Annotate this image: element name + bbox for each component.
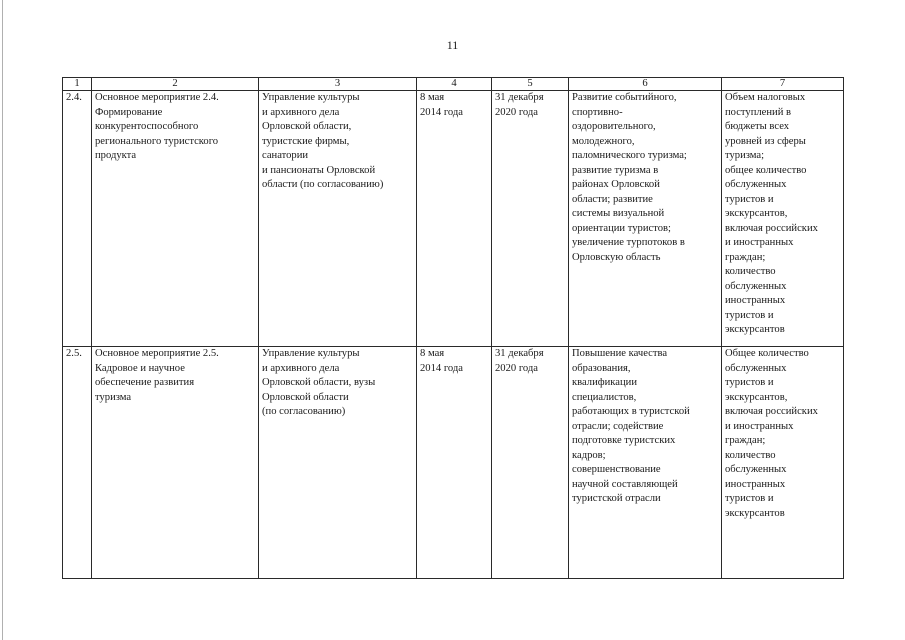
result-cell: Развитие событийного, спортивно- оздоровительного, молодежного, паломнического туризма; развитие туризма в районах Орловской области; развитие системы визуальной ориентации туристов; увеличение турпотоков в Орловскую область — [569, 91, 722, 347]
column-header: 5 — [492, 78, 569, 91]
table-row — [63, 91, 844, 347]
page-number: 11 — [446, 38, 459, 52]
activity-cell: Основное мероприятие 2.4. Формирование конкурентоспособного регионального туристского продукта — [92, 91, 259, 347]
indicators-cell: Объем налоговых поступлений в бюджеты всех уровней из сферы туризма; общее количество обслуженных туристов и экскурсантов, включая российских и иностранных граждан; количество обслуженных иностранных туристов и экскурсантов — [722, 91, 844, 347]
column-number-row — [63, 78, 844, 91]
end-date-cell: 31 декабря 2020 года — [492, 91, 569, 347]
scan-edge-line — [2, 0, 3, 640]
table-row — [63, 347, 844, 579]
column-header: 3 — [259, 78, 417, 91]
indicators-cell: Общее количество обслуженных туристов и экскурсантов, включая российских и иностранных граждан; количество обслуженных иностранных туристов и экскурсантов — [722, 347, 844, 579]
start-date-cell: 8 мая 2014 года — [417, 91, 492, 347]
start-date-cell: 8 мая 2014 года — [417, 347, 492, 579]
executor-cell: Управление культуры и архивного дела Орловской области, вузы Орловской области (по согласованию) — [259, 347, 417, 579]
activity-cell: Основное мероприятие 2.5. Кадровое и научное обеспечение развития туризма — [92, 347, 259, 579]
activities-table — [62, 77, 844, 579]
column-header: 1 — [63, 78, 92, 91]
row-number: 2.5. — [63, 347, 92, 579]
end-date-cell: 31 декабря 2020 года — [492, 347, 569, 579]
result-cell: Повышение качества образования, квалификации специалистов, работающих в туристской отрасли; содействие подготовке туристских кадров; совершенствование научной составляющей туристской отрасли — [569, 347, 722, 579]
column-header: 6 — [569, 78, 722, 91]
executor-cell: Управление культуры и архивного дела Орловской области, туристские фирмы, санатории и пансионаты Орловской области (по согласованию) — [259, 91, 417, 347]
row-number: 2.4. — [63, 91, 92, 347]
column-header: 7 — [722, 78, 844, 91]
column-header: 2 — [92, 78, 259, 91]
column-header: 4 — [417, 78, 492, 91]
